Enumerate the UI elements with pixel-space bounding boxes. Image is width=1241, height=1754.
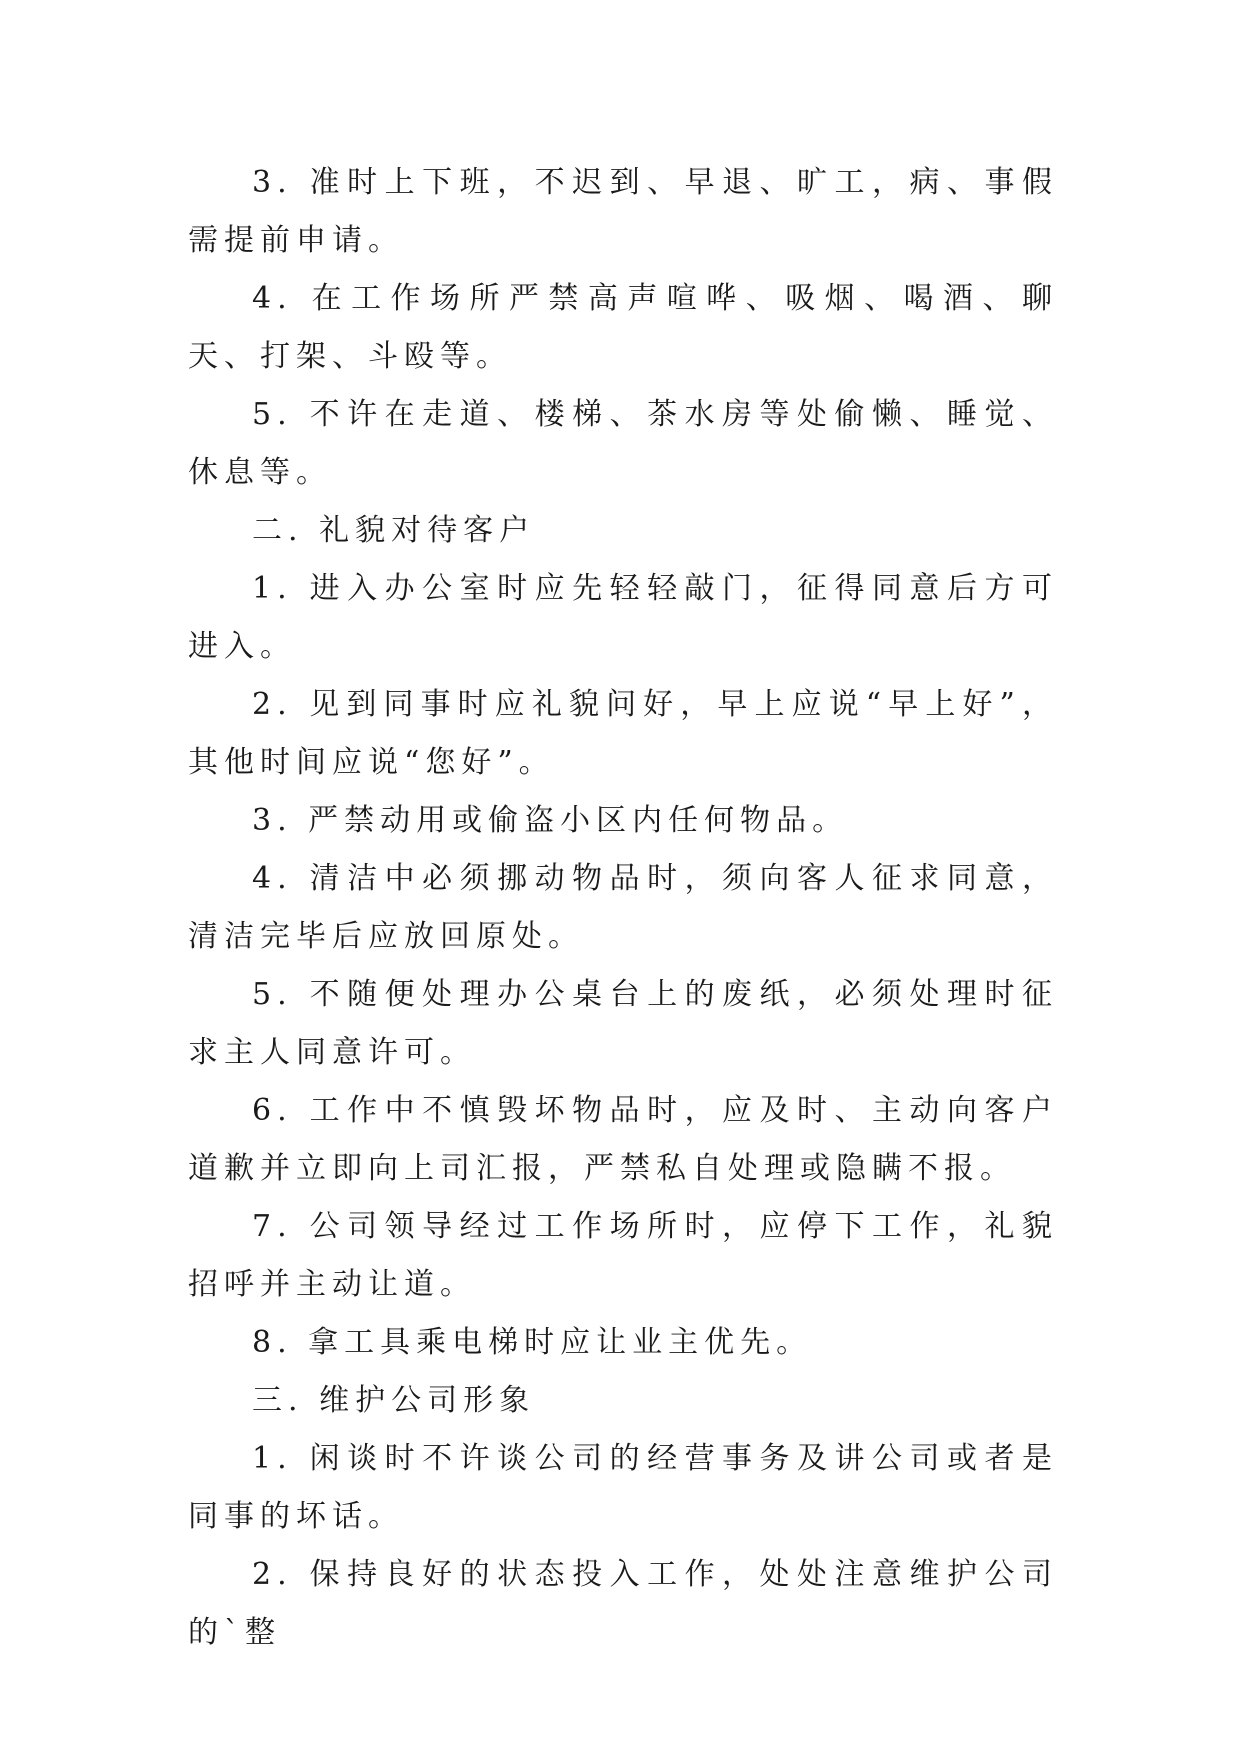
- paragraph: [188, 1314, 1058, 1372]
- paragraph: [188, 386, 1058, 502]
- paragraph-text: 2. 保持良好的状态投入工作，处处注意维护公司的`整: [188, 1557, 1058, 1650]
- paragraph: [188, 850, 1058, 966]
- section-heading: [188, 1372, 1058, 1430]
- paragraph-text: 8. 拿工具乘电梯时应让业主优先。: [252, 1325, 813, 1360]
- paragraph: [188, 154, 1058, 270]
- paragraph-text: 3. 准时上下班，不迟到、早退、旷工，病、事假需提前申请。: [188, 165, 1058, 258]
- paragraph: [188, 676, 1058, 792]
- paragraph: [188, 1198, 1058, 1314]
- paragraph: [188, 270, 1058, 386]
- paragraph-text: 7. 公司领导经过工作场所时，应停下工作，礼貌招呼并主动让道。: [188, 1209, 1058, 1302]
- paragraph: [188, 1082, 1058, 1198]
- paragraph: [188, 966, 1058, 1082]
- section-heading-text: 二. 礼貌对待客户: [252, 513, 536, 548]
- paragraph-text: 5. 不随便处理办公桌台上的废纸，必须处理时征求主人同意许可。: [188, 977, 1058, 1070]
- paragraph-text: 6. 工作中不慎毁坏物品时，应及时、主动向客户道歉并立即向上司汇报，严禁私自处理或隐瞒不报。: [188, 1093, 1058, 1186]
- paragraph: [188, 1546, 1058, 1662]
- paragraph-text: 1. 闲谈时不许谈公司的经营事务及讲公司或者是同事的坏话。: [188, 1441, 1058, 1534]
- paragraph-text: 2. 见到同事时应礼貌问好，早上应说“早上好”，其他时间应说“您好”。: [188, 687, 1058, 780]
- paragraph-text: 4. 清洁中必须挪动物品时，须向客人征求同意，清洁完毕后应放回原处。: [188, 861, 1058, 954]
- paragraph: [188, 792, 1058, 850]
- paragraph-text: 4. 在工作场所严禁高声喧哗、吸烟、喝酒、聊天、打架、斗殴等。: [188, 281, 1058, 374]
- document-body: [188, 154, 1058, 1662]
- paragraph-text: 3. 严禁动用或偷盗小区内任何物品。: [252, 803, 849, 838]
- section-heading-text: 三. 维护公司形象: [252, 1383, 536, 1418]
- paragraph: [188, 1430, 1058, 1546]
- paragraph: [188, 560, 1058, 676]
- paragraph-text: 1. 进入办公室时应先轻轻敲门，征得同意后方可进入。: [188, 571, 1058, 664]
- paragraph-text: 5. 不许在走道、楼梯、茶水房等处偷懒、睡觉、休息等。: [188, 397, 1058, 490]
- section-heading: [188, 502, 1058, 560]
